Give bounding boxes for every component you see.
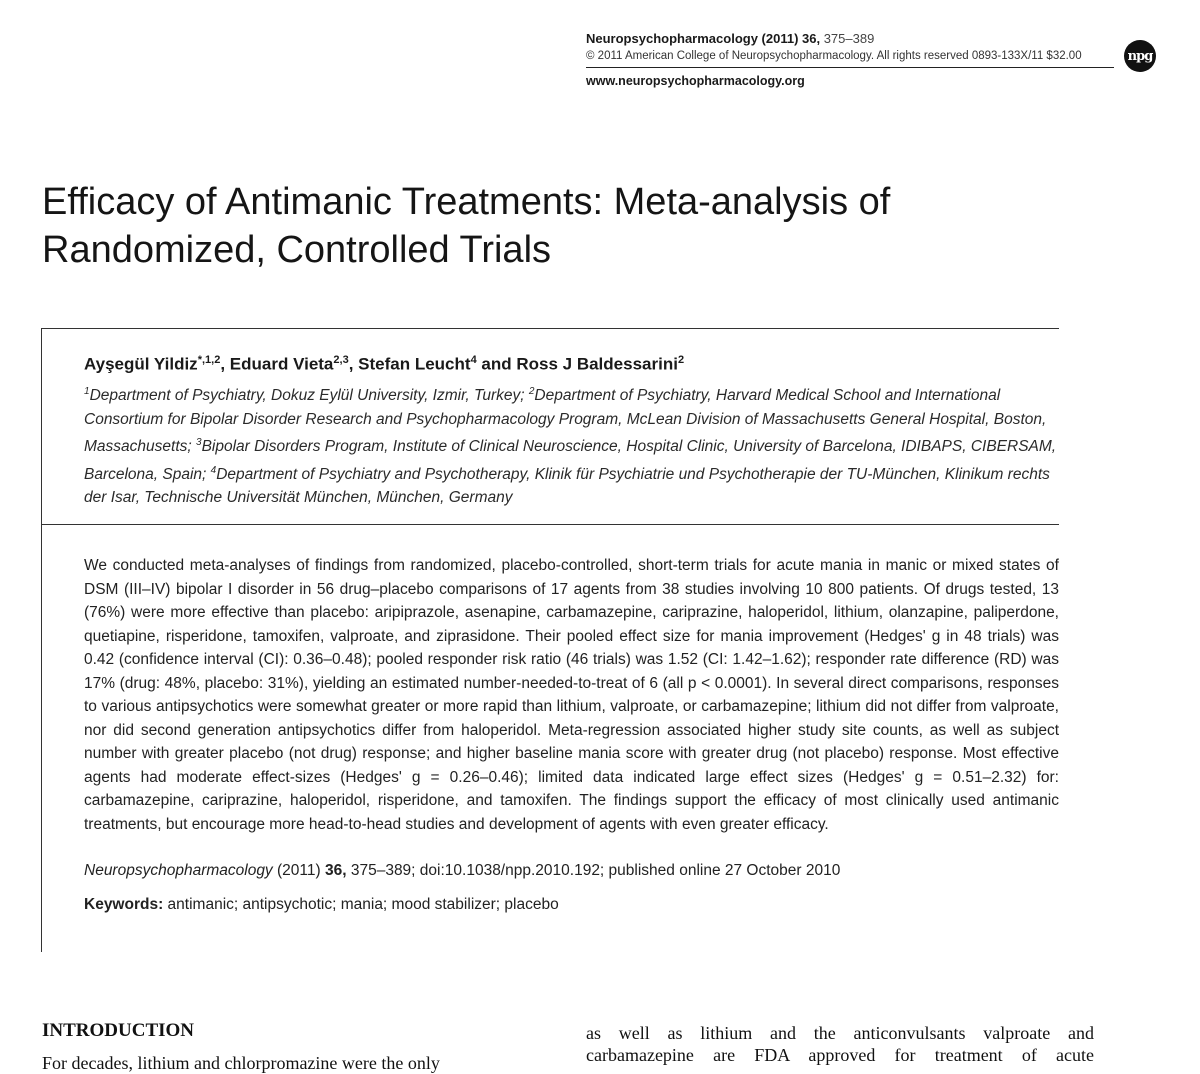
author-name: Stefan Leucht <box>358 354 471 374</box>
journal-website-link[interactable]: www.neuropsychopharmacology.org <box>586 74 805 88</box>
author-affiliation-marks: 2 <box>677 354 685 366</box>
keywords-text: antimanic; antipsychotic; mania; mood stabilizer; placebo <box>163 896 559 913</box>
affiliations <box>84 380 1059 510</box>
citation-journal: Neuropsychopharmacology <box>84 862 273 879</box>
author-separator: and <box>476 354 517 374</box>
author-affiliation-marks: 4 <box>470 354 477 366</box>
author-name: Ayşegül Yildiz <box>84 354 198 374</box>
citation-volume: 36, <box>324 862 347 879</box>
author-separator: , <box>220 354 230 374</box>
keywords-line <box>84 893 1059 917</box>
affiliation-number: 1 <box>84 386 90 397</box>
affiliation-number: 4 <box>210 464 217 476</box>
copyright-line: © 2011 American College of Neuropsychopharmacology. All rights reserved 0893-133X/11 $32.00 <box>586 48 1114 68</box>
author-list <box>84 348 1054 377</box>
author-separator: , <box>348 354 359 374</box>
affiliation-text: Bipolar Disorders Program, Institute of Clinical Neuroscience, Hospital Clinic, University of Barcelona, IDIBAPS, CIBERSAM, Barcelona, Spain; <box>84 438 1057 483</box>
affiliation-text: Department of Psychiatry, Harvard Medical School and International Consortium for Bipolar Disorder Research and Psychopharmacology Program, McLean Division of Massachusetts General Hospital, Boston, Massachusetts; <box>84 387 1047 456</box>
author-name: Ross J Baldessarini <box>516 354 678 374</box>
affiliation-text: Department of Psychiatry, Dokuz Eylül University, Izmir, Turkey; <box>89 387 529 405</box>
affiliation-number: 3 <box>196 437 202 449</box>
introduction-heading: INTRODUCTION <box>42 1020 195 1041</box>
abstract-divider <box>42 524 1059 525</box>
citation-year: (2011) <box>272 862 325 879</box>
affiliation-text: Department of Psychiatry and Psychotherapy, Klinik für Psychiatrie und Psychotherapie der TU-München, Klinikum rechts der Isar, Technische Universität München, München, Germany <box>84 465 1050 507</box>
author-name: Eduard Vieta <box>229 354 334 374</box>
intro-left-column-text: For decades, lithium and chlorpromazine were the only <box>42 1053 440 1073</box>
journal-header <box>586 30 1158 88</box>
journal-citation-line <box>586 30 1158 48</box>
citation-details: 375–389; doi:10.1038/npp.2010.192; published online 27 October 2010 <box>346 862 841 879</box>
keywords-label: Keywords: <box>84 896 164 913</box>
author-affiliation-marks: *,1,2 <box>197 354 221 366</box>
citation-line <box>84 859 1059 883</box>
author-affiliation-marks: 2,3 <box>333 354 349 366</box>
intro-right-column-text: as well as lithium and the anticonvulsants valproate and carbamazepine are FDA approved for treatment of acute <box>586 1023 1094 1065</box>
abstract-frame <box>41 328 1059 952</box>
journal-pages: 375–389 <box>820 31 875 46</box>
abstract-text: We conducted meta-analyses of findings from randomized, placebo-controlled, short-term trials for acute mania in manic or mixed states of DSM (III–IV) bipolar I disorder in 56 drug–placebo comparisons of 17 agents from 38 studies involving 10 800 patients. Of drugs tested, 13 (76%) were more effective than placebo: aripiprazole, asenapine, carbamazepine, cariprazine, haloperidol, lithium, olanzapine, paliperdone, quetiapine, risperidone, tamoxifen, valproate, and ziprasidone. Their pooled effect size for mania improvement (Hedges' g in 48 trials) was 0.42 (confidence interval (CI): 0.36–0.48); pooled responder risk ratio (46 trials) was 1.52 (CI: 1.42–1.62); responder rate difference (RD) was 17% (drug: 48%, placebo: 31%), yielding an estimated number-needed-to-treat of 6 (all p < 0.0001). In several direct comparisons, responses to various antipsychotics were somewhat greater or more rapid than lithium, valproate, or carbamazepine; lithium did not differ from valproate, nor did second generation antipsychotics differ from haloperidol. Meta-regression associated higher study site counts, as well as subject number with greater placebo (not drug) response; and higher baseline mania score with greater drug (not placebo) response. Most effective agents had moderate effect-sizes (Hedges' g = 0.26–0.46); limited data indicated large effect sizes (Hedges' g = 0.51–2.32) for: carbamazepine, cariprazine, haloperidol, risperidone, and tamoxifen. The findings support the efficacy of most clinically used antimanic treatments, but encourage more head-to-head studies and development of agents with even greater efficacy. <box>84 557 1059 833</box>
top-divider <box>42 328 1059 329</box>
paper-title: Efficacy of Antimanic Treatments: Meta-analysis of Randomized, Controlled Trials <box>42 181 891 271</box>
journal-name: Neuropsychopharmacology (2011) 36, <box>586 31 821 46</box>
npg-logo: npg <box>1124 40 1156 72</box>
affiliation-number: 2 <box>528 386 535 397</box>
